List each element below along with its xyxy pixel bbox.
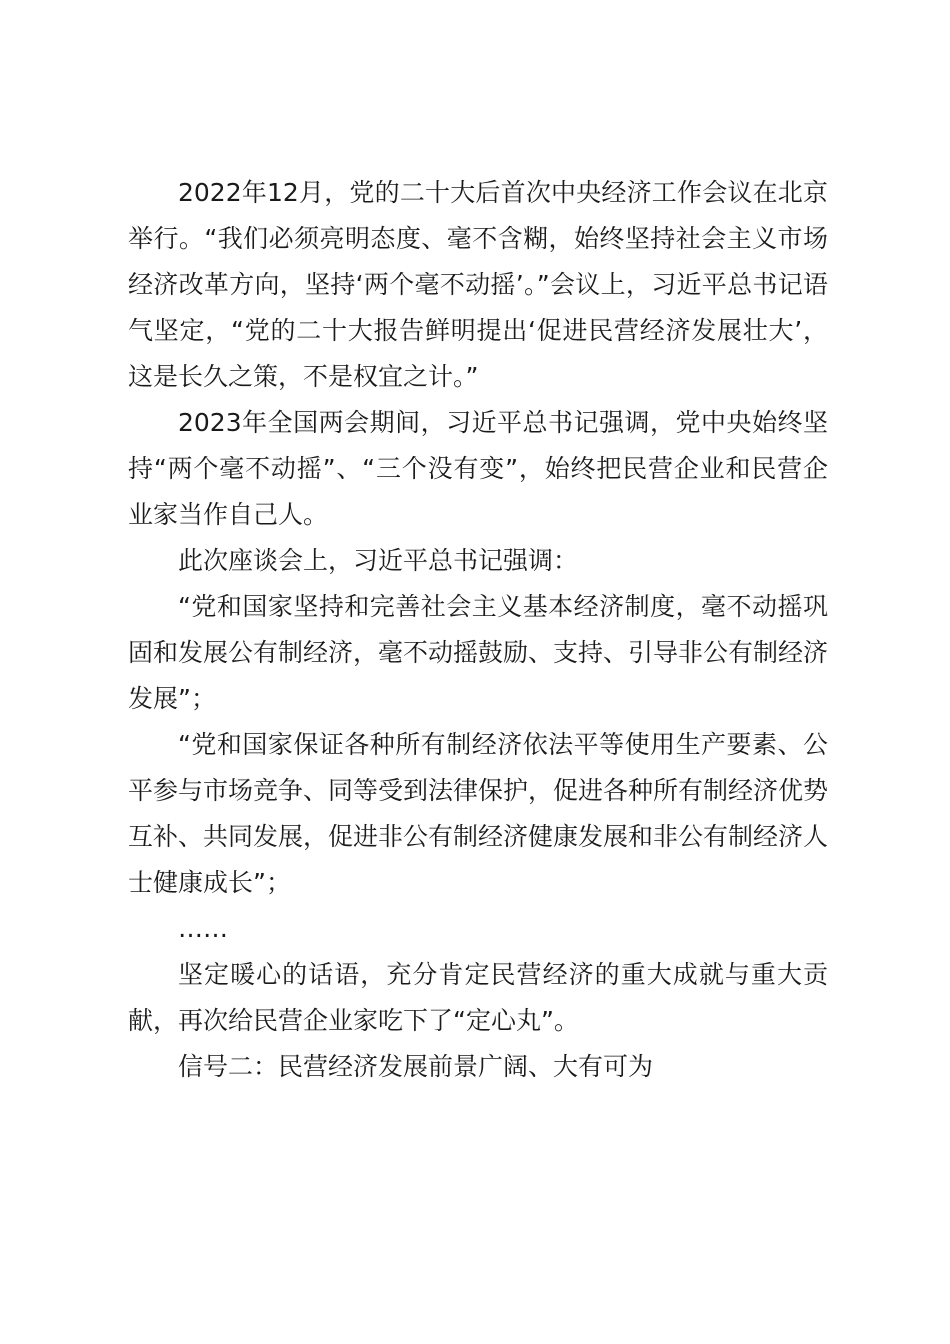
paragraph-ellipsis: ……: [178, 914, 228, 943]
paragraph-two-sessions: 2023年全国两会期间，习近平总书记强调，党中央始终坚持“两个毫不动摇”、“三个没有变”，始终把民营企业和民营企业家当作自己人。: [128, 408, 828, 529]
paragraph-work-conference: 2022年12月，党的二十大后首次中央经济工作会议在北京举行。“我们必须亮明态度、毫不含糊，始终坚持社会主义市场经济改革方向，坚持‘两个毫不动摇’。”会议上，习近平总书记语气坚定，“党的二十大报告鲜明提出‘促进民营经济发展壮大’，这是长久之策，不是权宜之计。”: [128, 178, 828, 391]
paragraph-reassurance: 坚定暖心的话语，充分肯定民营经济的重大成就与重大贡献，再次给民营企业家吃下了“定心丸”。: [128, 960, 828, 1035]
document-body: [128, 170, 828, 1090]
paragraph-signal-two-heading: 信号二：民营经济发展前景广阔、大有可为: [178, 1052, 654, 1081]
paragraph-symposium-intro: 此次座谈会上，习近平总书记强调：: [178, 546, 579, 575]
paragraph-quote-basic-system: “党和国家坚持和完善社会主义基本经济制度，毫不动摇巩固和发展公有制经济，毫不动摇鼓励、支持、引导非公有制经济发展”；: [128, 592, 829, 713]
paragraph-quote-equal-protection: “党和国家保证各种所有制经济依法平等使用生产要素、公平参与市场竞争、同等受到法律保护，促进各种所有制经济优势互补、共同发展，促进非公有制经济健康发展和非公有制经济人士健康成长”；: [128, 730, 829, 897]
